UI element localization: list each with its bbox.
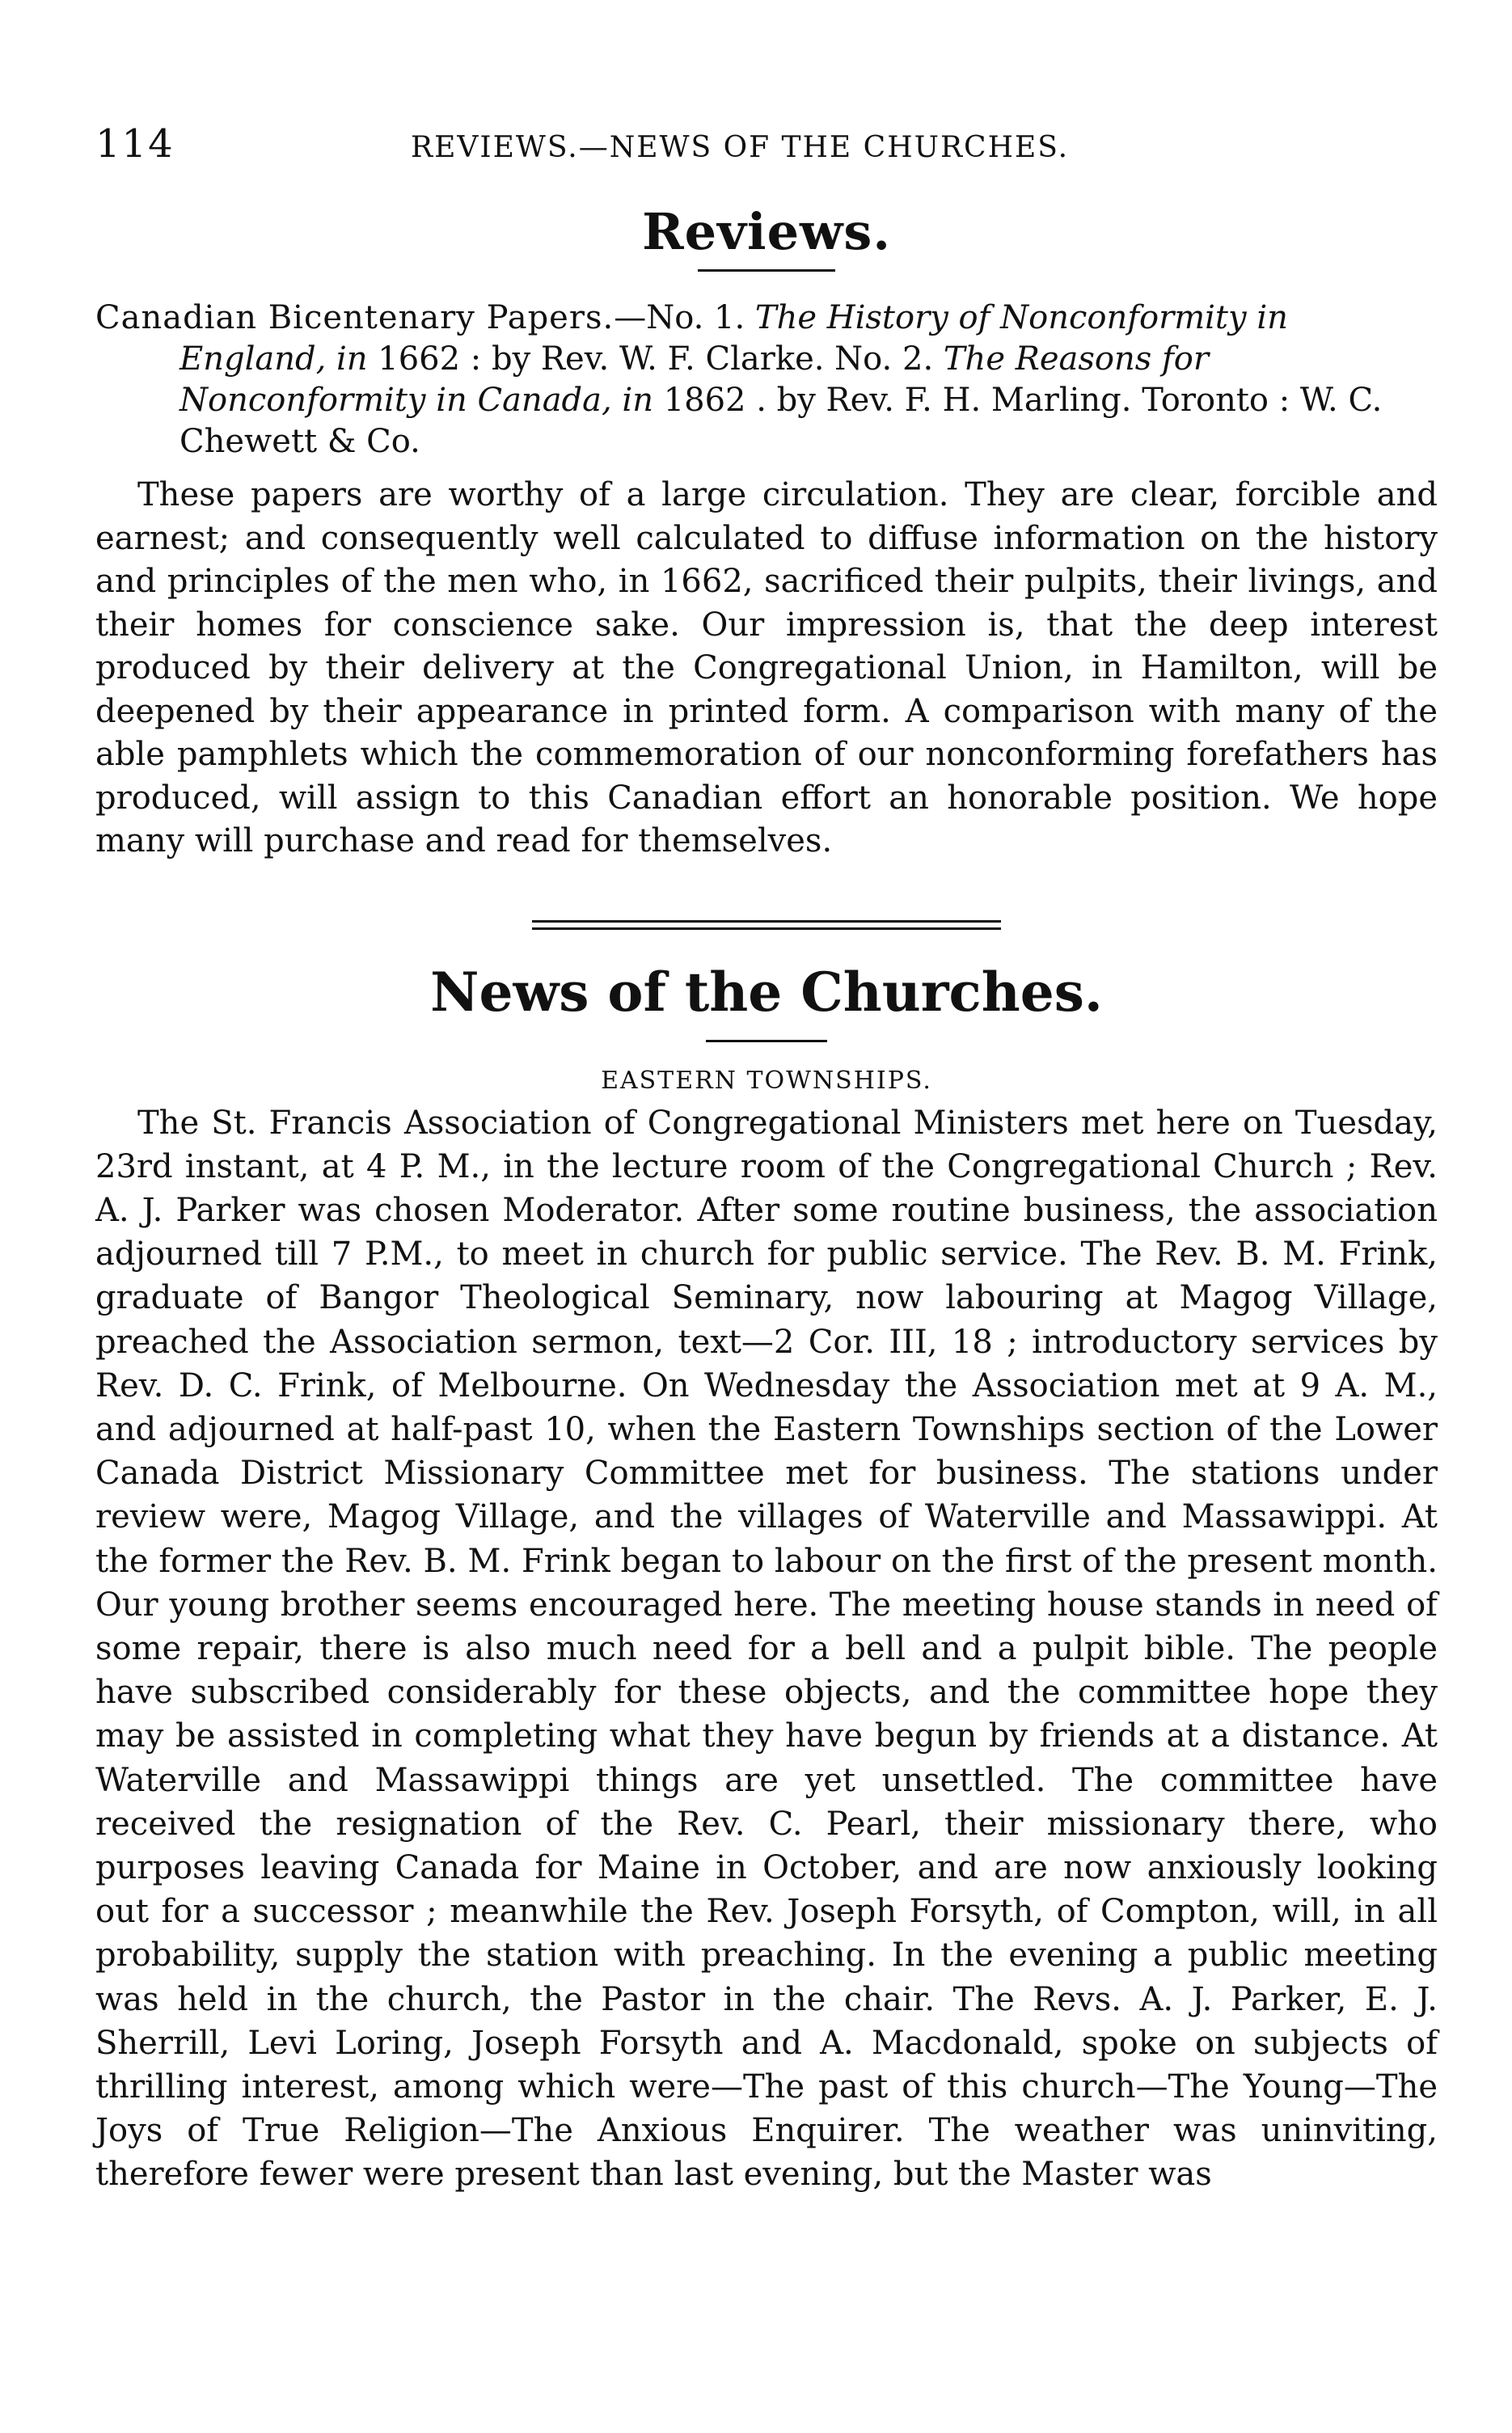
running-head [95,121,1438,186]
heading-rule [698,269,835,272]
review-citation [95,298,1438,463]
section-divider [532,920,1001,930]
citation-part1-prefix: —No. 1. [614,299,755,336]
reviews-heading: Reviews. [642,202,891,261]
news-subhead: EASTERN TOWNSHIPS. [601,1066,932,1095]
citation-part1-suffix: 1662 : by Rev. W. F. Clarke. No. 2. [367,340,944,378]
news-heading-rule [706,1040,827,1042]
citation-part2-title: The Reasons for Nonconformity in Canada, in [179,340,1209,419]
review-paragraph: These papers are worthy of a large circulation. They are clear, forcible and earnest; and consequently well calculated to diffuse information on the history and principles of the men who, in 1662, sacrificed their pulpits, their livings, and their homes for conscience sake. Our impression is, that the deep interest produced by their delivery at the Congregational Union, in Hamilton, will be deepened by their appearance in printed form. A comparison with many of the able pamphlets which the commemoration of our nonconforming forefathers has produced, will assign to this Canadian effort an honorable position. We hope many will purchase and read for themselves. [95,476,1438,860]
news-heading: News of the Churches. [430,960,1103,1024]
news-paragraph: The St. Francis Association of Congregational Ministers met here on Tuesday, 23rd instant, at 4 P. M., in the lecture room of the Congregational Church ; Rev. A. J. Parker was chosen Moderator. After some routine business, the association adjourned till 7 P.M., to meet in church for public service. The Rev. B. M. Frink, graduate of Bangor Theological Seminary, now labouring at Magog Village, preached the Association sermon, text—2 Cor. III, 18 ; introductory services by Rev. D. C. Frink, of Melbourne. On Wednesday the Association met at 9 A. M., and adjourned at half-past 10, when the Eastern Townships section of the Lower Canada District Missionary Committee met for business. The stations under review were, Magog Village, and the villages of Waterville and Massawippi. At the former the Rev. B. M. Frink began to labour on the first of the present month. Our young brother seems encouraged here. The meeting house stands in need of some repair, there is also much need for a bell and a pulpit bible. The people have subscribed considerably for these objects, and the committee hope they may be assisted in completing what they have begun by friends at a distance. At Waterville and Massawippi things are yet unsettled. The committee have received the resignation of the Rev. C. Pearl, their missionary there, who purposes leaving Canada for Maine in October, and are now anxiously looking out for a successor ; meanwhile the Rev. Joseph Forsyth, of Compton, will, in all probability, supply the station with preaching. In the evening a public meeting was held in the church, the Pastor in the chair. The Revs. A. J. Parker, E. J. Sherrill, Levi Loring, Joseph Forsyth and A. Macdonald, spoke on subjects of thrilling interest, among which were—The past of this church—The Young—The Joys of True Religion—The Anxious Enquirer. The weather was uninviting, therefore fewer were present than last evening, but the Master was [95,1104,1438,2194]
page-number: 114 [95,121,175,167]
page [95,121,1438,2197]
running-title: REVIEWS.—NEWS OF THE CHURCHES. [411,131,1070,164]
citation-part2-suffix: 1862 . by Rev. F. H. Marling. Toronto : W. C. Chewett & Co. [179,382,1383,460]
series-title: Canadian Bicentenary Papers. [95,299,615,336]
citation-part1-title: The History of Nonconformity in England, in [179,299,1288,378]
